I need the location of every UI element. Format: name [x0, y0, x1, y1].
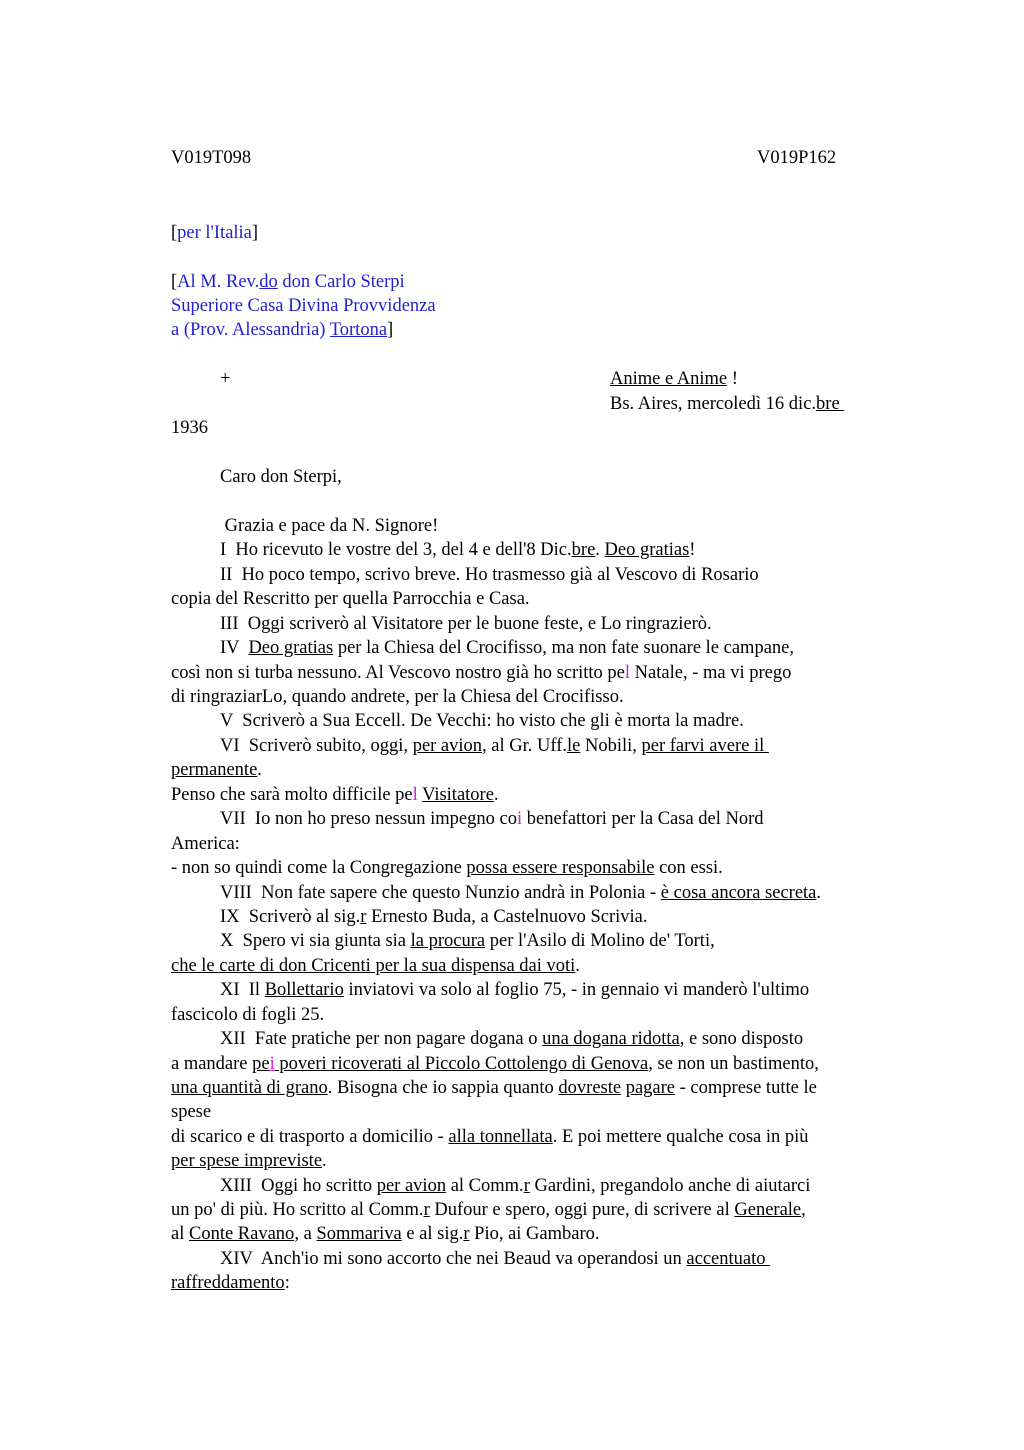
address-line-3: a (Prov. Alessandria) Tortona] [171, 320, 394, 340]
paragraph-7-line-3: - non so quindi come la Congregazione possa essere responsabile con essi. [171, 858, 723, 878]
address-line-1: [Al M. Rev.do don Carlo Sterpi [171, 272, 405, 292]
paragraph-7-line-2: America: [171, 834, 240, 854]
paragraph-12-line-4: spese [171, 1102, 212, 1122]
paragraph-3: III Oggi scriverò al Visitatore per le buone feste, e Lo ringrazierò. [220, 614, 712, 634]
paragraph-4-line-2: così non si turba nessuno. Al Vescovo nostro già ho scritto pel Natale, - ma vi prego [171, 663, 792, 683]
paragraph-14-line-1: XIV Anch'io mi sono accorto che nei Beaud va operandosi un accentuato [220, 1249, 771, 1269]
paragraph-4-line-3: di ringraziarLo, quando andrete, per la Chiesa del Crocifisso. [171, 687, 624, 707]
motto: Anime e Anime ! [610, 369, 738, 389]
paragraph-6-line-2: permanente. [171, 760, 262, 780]
cross-symbol: + [220, 369, 231, 389]
paragraph-7-line-1: VII Io non ho preso nessun impegno coi benefattori per la Casa del Nord [220, 809, 764, 829]
paragraph-6-line-3: Penso che sarà molto difficile pel Visitatore. [171, 785, 499, 805]
paragraph-10-line-2: che le carte di don Cricenti per la sua dispensa dai voti. [171, 956, 580, 976]
paragraph-4-line-1: IV Deo gratias per la Chiesa del Crocifisso, ma non fate suonare le campane, [220, 638, 794, 658]
dateline: Bs. Aires, mercoledì 16 dic.bre [610, 394, 845, 414]
paragraph-13-line-2: un po' di più. Ho scritto al Comm.r Dufour e spero, oggi pure, di scrivere al Generale, [171, 1200, 806, 1220]
paragraph-6-line-1: VI Scriverò subito, oggi, per avion, al Gr. Uff.le Nobili, per farvi avere il [220, 736, 769, 756]
paragraph-12-line-5: di scarico e di trasporto a domicilio - alla tonnellata. E poi mettere qualche cosa in più [171, 1127, 809, 1147]
paragraph-12-line-3: una quantità di grano. Bisogna che io sappia quanto dovreste pagare - comprese tutte le [171, 1078, 817, 1098]
routing-note: [per l'Italia] [171, 223, 259, 243]
paragraph-10-line-1: X Spero vi sia giunta sia la procura per l'Asilo di Molino de' Torti, [220, 931, 715, 951]
paragraph-5: V Scriverò a Sua Eccell. De Vecchi: ho visto che gli è morta la madre. [220, 711, 744, 731]
paragraph-2-line-1: II Ho poco tempo, scrivo breve. Ho trasmesso già al Vescovo di Rosario [220, 565, 759, 585]
paragraph-2-line-2: copia del Rescritto per quella Parrocchia e Casa. [171, 589, 530, 609]
paragraph-9: IX Scriverò al sig.r Ernesto Buda, a Castelnuovo Scrivia. [220, 907, 648, 927]
document-code-right: V019P162 [757, 148, 837, 168]
paragraph-12-line-6: per spese impreviste. [171, 1151, 327, 1171]
paragraph-1: I Ho ricevuto le vostre del 3, del 4 e dell'8 Dic.bre. Deo gratias! [220, 540, 696, 560]
paragraph-13-line-3: al Conte Ravano, a Sommariva e al sig.r Pio, ai Gambaro. [171, 1224, 600, 1244]
paragraph-13-line-1: XIII Oggi ho scritto per avion al Comm.r Gardini, pregandolo anche di aiutarci [220, 1176, 811, 1196]
paragraph-12-line-2: a mandare pei poveri ricoverati al Piccolo Cottolengo di Genova, se non un bastimento, [171, 1054, 819, 1074]
greeting: Grazia e pace da N. Signore! [220, 516, 439, 536]
paragraph-14-line-2: raffreddamento: [171, 1273, 290, 1293]
date-year: 1936 [171, 418, 208, 438]
paragraph-8: VIII Non fate sapere che questo Nunzio andrà in Polonia - è cosa ancora secreta. [220, 883, 822, 903]
address-line-2: Superiore Casa Divina Provvidenza [171, 296, 436, 316]
paragraph-12-line-1: XII Fate pratiche per non pagare dogana o una dogana ridotta, e sono disposto [220, 1029, 804, 1049]
routing-text: per l'Italia [177, 223, 252, 243]
document-code-left: V019T098 [171, 148, 252, 168]
paragraph-11-line-2: fascicolo di fogli 25. [171, 1005, 325, 1025]
salutation: Caro don Sterpi, [220, 467, 342, 487]
paragraph-11-line-1: XI Il Bollettario inviatovi va solo al foglio 75, - in gennaio vi manderò l'ultimo [220, 980, 810, 1000]
